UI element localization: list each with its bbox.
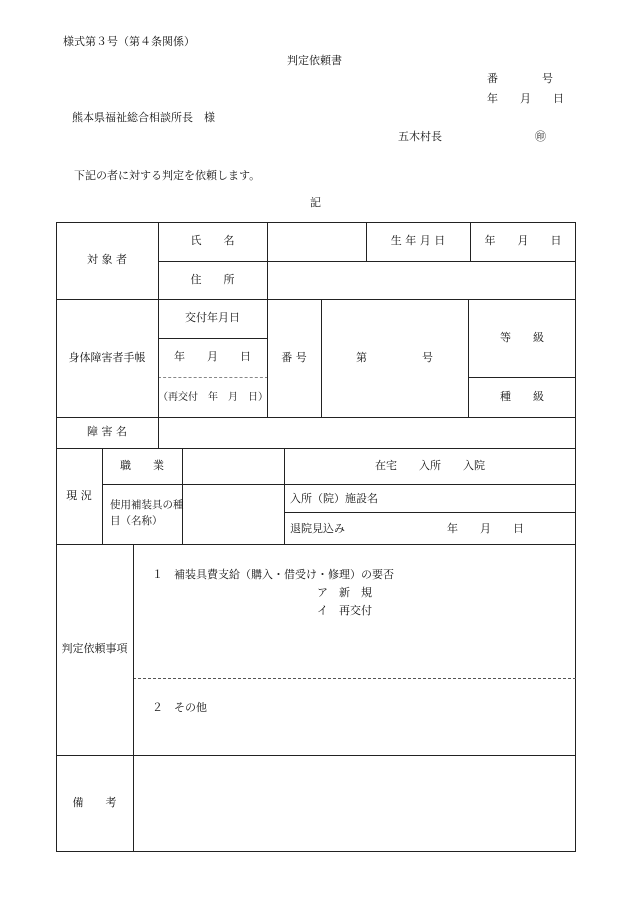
subject-label: 対 象 者 — [87, 253, 127, 267]
request-item-2: ２ その他 — [152, 701, 207, 714]
handbook-label: 身体障害者手帳 — [68, 350, 146, 364]
sender: 五木村長 — [398, 130, 442, 143]
request-item-1-new[interactable]: ア 新 規 — [317, 586, 372, 599]
disability-label: 障 害 名 — [87, 425, 127, 439]
seal-mark: ㊞ — [535, 130, 546, 143]
document-number-label: 番 号 — [487, 72, 553, 85]
handbook-number-label: 番 号 — [281, 350, 307, 364]
reissue-date-field[interactable]: （再交付 年 月 日） — [158, 391, 268, 403]
handbook-number-field[interactable]: 第 号 — [356, 350, 433, 364]
type-label: 種 級 — [500, 389, 544, 403]
issue-date-field[interactable]: 年 月 日 — [174, 350, 251, 364]
request-statement: 下記の者に対する判定を依頼します。 — [74, 169, 261, 182]
discharge-date-field[interactable]: 年 月 日 — [447, 522, 524, 535]
request-item-1: １ 補装具費支給（購入・借受け・修理）の要否 — [152, 568, 394, 581]
ki-heading: 記 — [310, 196, 321, 209]
name-field[interactable] — [267, 222, 366, 261]
address-label: 住 所 — [190, 272, 235, 286]
status-label: 現 況 — [66, 488, 92, 502]
request-items-label: 判定依頼事項 — [61, 642, 128, 656]
occupation-label: 職 業 — [120, 458, 164, 472]
facility-name-label: 入所（院）施設名 — [290, 492, 378, 505]
birth-date-field[interactable]: 年 月 日 — [484, 234, 562, 248]
disability-field[interactable] — [158, 417, 576, 448]
name-label: 氏 名 — [190, 234, 235, 248]
remarks-label: 備 考 — [72, 796, 117, 810]
equipment-label: 使用補装具の種目（名称） — [110, 499, 184, 527]
document-title: 判定依頼書 — [287, 54, 342, 67]
equipment-field[interactable] — [182, 484, 284, 544]
discharge-expect-label: 退院見込み — [290, 522, 345, 535]
occupation-field[interactable] — [182, 448, 284, 484]
grade-label: 等 級 — [500, 330, 544, 344]
document-date-label: 年 月 日 — [487, 92, 564, 105]
request-item-1-reissue[interactable]: イ 再交付 — [317, 604, 372, 617]
address-field[interactable] — [267, 261, 576, 299]
birth-date-label: 生 年 月 日 — [390, 234, 446, 248]
addressee: 熊本県福祉総合相談所長 様 — [72, 111, 215, 124]
form-number: 様式第３号（第４条関係） — [63, 35, 195, 48]
residence-status-options[interactable]: 在宅 入所 入院 — [375, 458, 485, 472]
issue-date-label: 交付年月日 — [185, 311, 240, 325]
remarks-field[interactable] — [133, 755, 576, 852]
